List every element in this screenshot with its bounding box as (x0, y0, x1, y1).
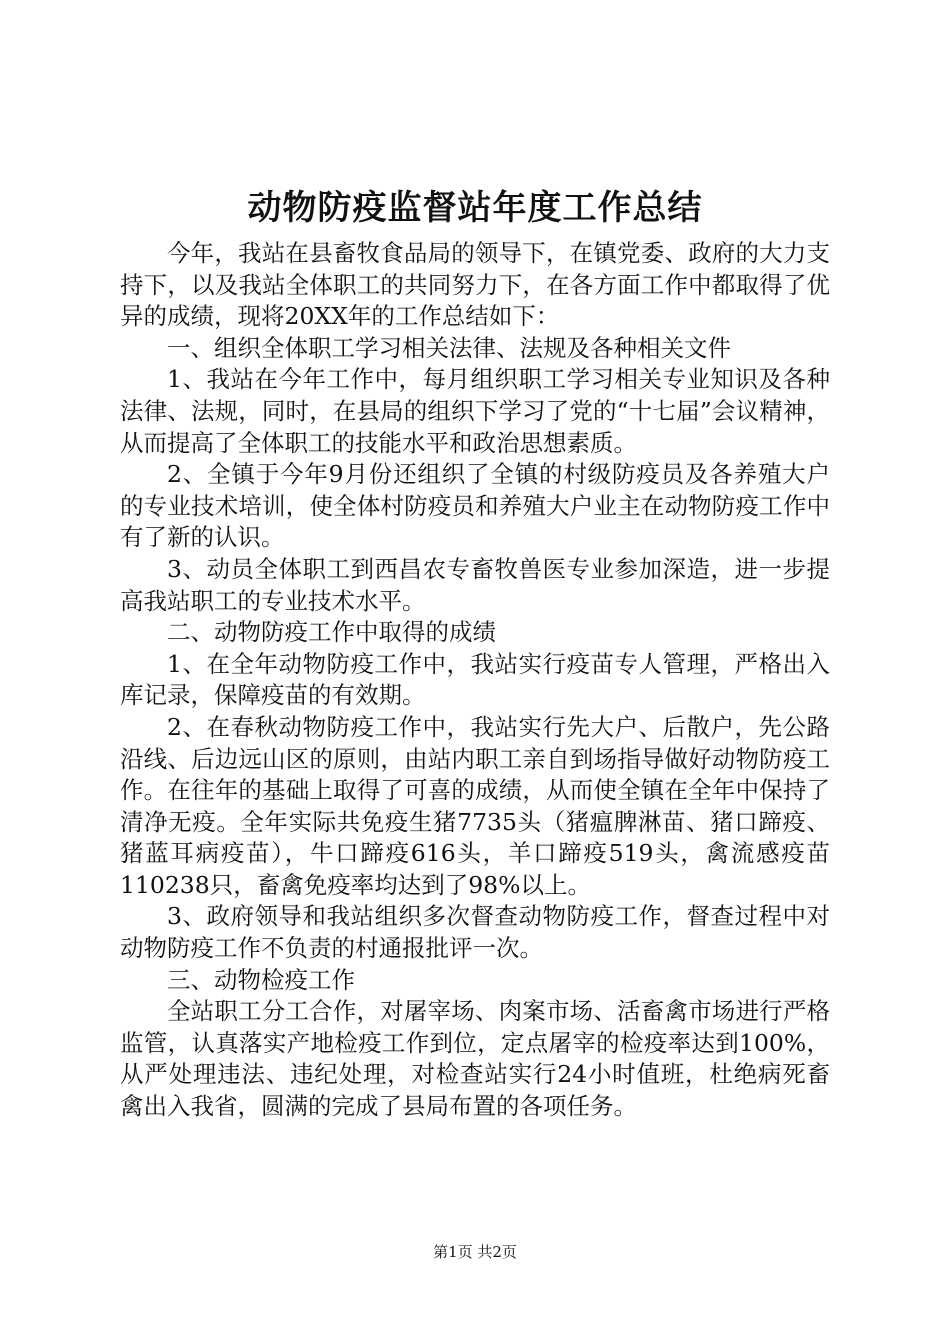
body-paragraph: 2、在春秋动物防疫工作中，我站实行先大户、后散户，先公路沿线、后边远山区的原则，由站内职工亲自到场指导做好动物防疫工作。在往年的基础上取得了可喜的成绩，从而使全镇在全年中保持了清净无疫。全年实际共免疫生猪7735头（猪瘟脾淋苗、猪口蹄疫、猪蓝耳病疫苗），牛口蹄疫616头，羊口蹄疫519头，禽流感疫苗110238只，畜禽免疫率均达到了98%以上。 (120, 712, 830, 899)
page-number-footer: 第1页 共2页 (433, 1243, 517, 1261)
section-heading-3: 三、动物检疫工作 (167, 965, 355, 994)
document-body (120, 238, 830, 1123)
intro-paragraph: 今年，我站在县畜牧食品局的领导下，在镇党委、政府的大力支持下，以及我站全体职工的共同努力下，在各方面工作中都取得了优异的成绩，现将20XX年的工作总结如下： (120, 239, 830, 331)
section-heading-1: 一、组织全体职工学习相关法律、法规及各种相关文件 (167, 333, 731, 362)
body-paragraph: 全站职工分工合作，对屠宰场、肉案市场、活畜禽市场进行严格监管，认真落实产地检疫工作到位，定点屠宰的检疫率达到100%，从严处理违法、违纪处理，对检查站实行24小时值班，杜绝病死畜禽出入我省，圆满的完成了县局布置的各项任务。 (120, 997, 830, 1121)
body-paragraph: 3、动员全体职工到西昌农专畜牧兽医专业参加深造，进一步提高我站职工的专业技术水平。 (120, 554, 830, 615)
body-paragraph: 1、在全年动物防疫工作中，我站实行疫苗专人管理，严格出入库记录，保障疫苗的有效期。 (120, 649, 830, 710)
section-heading-2: 二、动物防疫工作中取得的成绩 (167, 618, 496, 647)
body-paragraph: 3、政府领导和我站组织多次督查动物防疫工作，督查过程中对动物防疫工作不负责的村通报批评一次。 (120, 902, 830, 963)
body-paragraph: 1、我站在今年工作中，每月组织职工学习相关专业知识及各种法律、法规，同时，在县局的组织下学习了党的“十七届”会议精神，从而提高了全体职工的技能水平和政治思想素质。 (120, 365, 830, 457)
document-title: 动物防疫监督站年度工作总结 (247, 188, 703, 228)
body-paragraph: 2、全镇于今年9月份还组织了全镇的村级防疫员及各养殖大户的专业技术培训，使全体村防疫员和养殖大户业主在动物防疫工作中有了新的认识。 (120, 460, 830, 552)
